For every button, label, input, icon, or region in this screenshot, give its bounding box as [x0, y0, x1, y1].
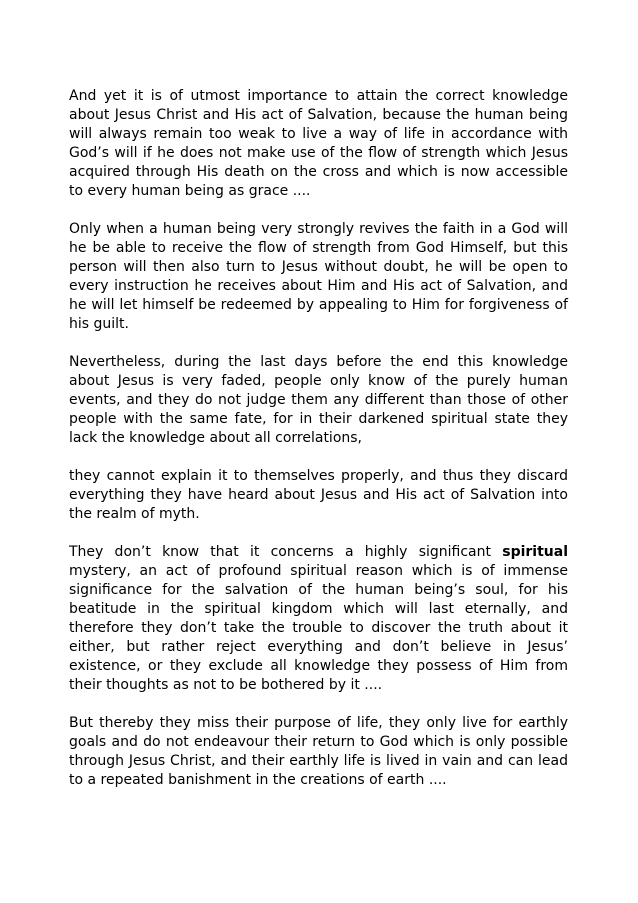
paragraph-5-bold-word: spiritual [502, 544, 568, 560]
paragraph-5 [69, 543, 568, 695]
paragraph-5-end: mystery, an act of profound spiritual reason which is of immense significance for the salvation of the human being’s soul, for his beatitude in the spiritual kingdom which will last eternally, and therefore they don’t take the trouble to discover the truth about it either, but rather reject everything and don’t believe in Jesus’ existence, or they exclude all knowledge they possess of Him from their thoughts as not to be bothered by it .... [69, 563, 568, 693]
document-page [69, 87, 568, 790]
paragraph-1: And yet it is of utmost importance to attain the correct knowledge about Jesus Christ and His act of Salvation, because the human being will always remain too weak to live a way of life in accordance with God’s will if he does not make use of the flow of strength which Jesus acquired through His death on the cross and which is now accessible to every human being as grace .... [69, 88, 568, 199]
paragraph-3: Nevertheless, during the last days before the end this knowledge about Jesus is very faded, people only know of the purely human events, and they do not judge them any different than those of other people with the same fate, for in their darkened spiritual state they lack the knowledge about all correlations, [69, 354, 568, 446]
paragraph-6: But thereby they miss their purpose of life, they only live for earthly goals and do not endeavour their return to God which is only possible through Jesus Christ, and their earthly life is lived in vain and can lead to a repeated banishment in the creations of earth .... [69, 715, 568, 788]
paragraph-4: they cannot explain it to themselves properly, and thus they discard everything they have heard about Jesus and His act of Salvation into the realm of myth. [69, 468, 568, 522]
paragraph-2: Only when a human being very strongly revives the faith in a God will he be able to receive the flow of strength from God Himself, but this person will then also turn to Jesus without doubt, he will be open to every instruction he receives about Him and His act of Salvation, and he will let himself be redeemed by appealing to Him for forgiveness of his guilt. [69, 221, 568, 332]
paragraph-5-start: They don’t know that it concerns a highly significant [69, 544, 503, 560]
